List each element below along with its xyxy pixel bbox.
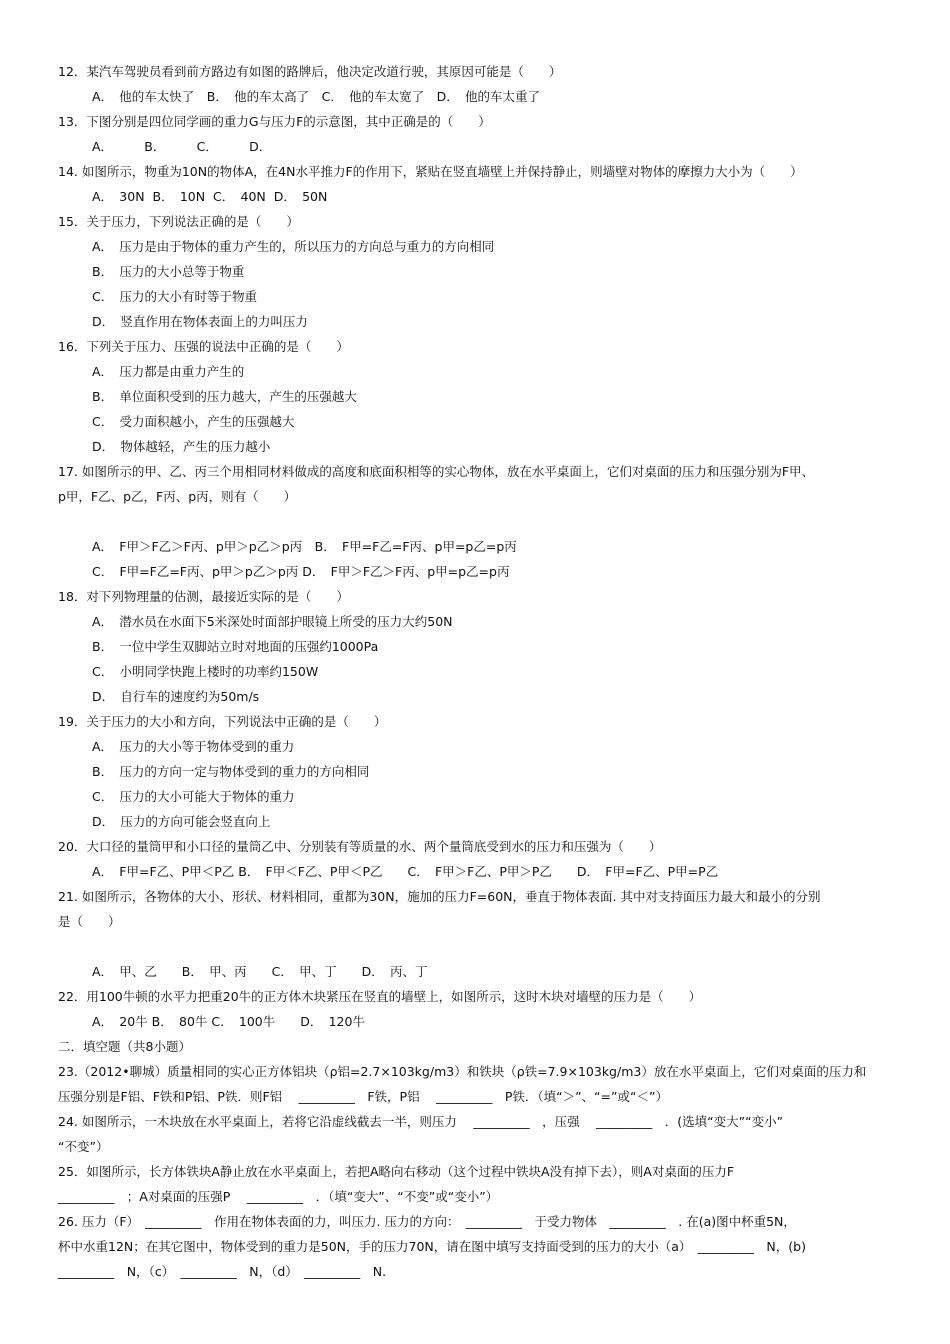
q16-stem: 16．下列关于压力、压强的说法中正确的是（ ） <box>58 339 349 354</box>
q20-stem: 20．大口径的量筒甲和小口径的量筒乙中、分别装有等质量的水、两个量筒底受到水的压力和压强为（ ） <box>58 839 662 854</box>
q22-stem: 22．用100牛顿的水平力把重20牛的正方体木块紧压在竖直的墙壁上，如图所示，这时木块对墙壁的压力是（ ） <box>58 989 702 1004</box>
q14-stem: 14. 如图所示，物重为10N的物体A，在4N水平推力F的作用下，紧贴在竖直墙壁上并保持静止，则墙壁对物体的摩擦力大小为（ ） <box>58 164 803 179</box>
q16-option-d: D． 物体越轻，产生的压力越小 <box>92 439 271 454</box>
q18-option-b: B． 一位中学生双脚站立时对地面的压强约1000Pa <box>92 639 379 654</box>
q19-stem: 19．关于压力的大小和方向，下列说法中正确的是（ ） <box>58 714 387 729</box>
q19-option-b: B． 压力的方向一定与物体受到的重力的方向相同 <box>92 764 370 779</box>
q24-line2: “不变”） <box>58 1139 109 1154</box>
q17-stem-line2: p甲，F乙、p乙，F丙、p丙，则有（ ） <box>58 489 297 504</box>
q17-stem-line1: 17. 如图所示的甲、乙、丙三个用相同材料做成的高度和底面积相等的实心物体，放在水平桌面上，它们对桌面的压力和压强分别为F甲、 <box>58 464 815 479</box>
q21-stem-line1: 21. 如图所示，各物体的大小、形状、材料相同，重都为30N，施加的压力F=60N，垂直于物体表面. 其中对支持面压力最大和最小的分别 <box>58 889 821 904</box>
q21-options: A． 甲、乙 B． 甲、丙 C． 甲、丁 D． 丙、丁 <box>92 964 428 979</box>
q14-options: A． 30N B． 10N C． 40N D． 50N <box>92 189 328 204</box>
section-heading: 二．填空题（共8小题） <box>58 1039 191 1054</box>
q18-stem: 18．对下列物理量的估测，最接近实际的是（ ） <box>58 589 349 604</box>
q23-line2: 压强分别是F铝、F铁和P铝、P铁．则F铝 _________ F铁，P铝 _________ P铁．（填“＞”、“=”或“＜”） <box>58 1089 668 1104</box>
q26-line1: 26. 压力（F） _________ 作用在物体表面的力，叫压力. 压力的方向： _________ 于受力物体 _________ . 在(a)图中杯重5N， <box>58 1214 796 1229</box>
q26-line3: _________ N，（c） _________ N，（d） _________ N. <box>58 1264 387 1279</box>
q16-option-c: C． 受力面积越小，产生的压强越大 <box>92 414 295 429</box>
q22-options: A． 20牛 B． 80牛 C． 100牛 D． 120牛 <box>92 1014 365 1029</box>
q13-stem: 13．下图分别是四位同学画的重力G与压力F的示意图，其中正确是的（ ） <box>58 114 491 129</box>
q16-option-b: B． 单位面积受到的压力越大，产生的压强越大 <box>92 389 357 404</box>
q18-option-a: A． 潜水员在水面下5米深处时面部护眼镜上所受的压力大约50N <box>92 614 453 629</box>
q15-stem: 15．关于压力，下列说法正确的是（ ） <box>58 214 299 229</box>
q24-line1: 24. 如图所示，一木块放在水平桌面上，若将它沿虚线截去一半，则压力 _________ ，压强 _________ ．(选填“变大”“变小” <box>58 1114 784 1129</box>
q17-options-ab: A． F甲＞F乙＞F丙、p甲＞p乙＞p丙 B． F甲=F乙=F丙、p甲=p乙=p丙 <box>92 539 517 554</box>
q25-line1: 25．如图所示，长方体铁块A静止放在水平桌面上，若把A略向右移动（这个过程中铁块A没有掉下去），则A对桌面的压力F <box>58 1164 735 1179</box>
q15-option-b: B． 压力的大小总等于物重 <box>92 264 245 279</box>
q15-option-c: C． 压力的大小有时等于物重 <box>92 289 257 304</box>
q26-line2: 杯中水重12N；在其它图中，物体受到的重力是50N，手的压力70N，请在图中填写支持面受到的压力的大小（a） _________ N，(b) <box>58 1239 806 1254</box>
q19-option-a: A． 压力的大小等于物体受到的重力 <box>92 739 295 754</box>
q17-options-cd: C． F甲=F乙=F丙、p甲＞p乙＞p丙 D． F甲＞F乙＞F丙、p甲=p乙=p丙 <box>92 564 510 579</box>
q25-line2: _________ ；A对桌面的压强P _________ ．（填“变大”、“不变”或“变小”） <box>58 1189 499 1204</box>
q12-stem: 12．某汽车驾驶员看到前方路边有如图的路牌后，他决定改道行驶，其原因可能是（ ） <box>58 64 562 79</box>
q19-option-d: D． 压力的方向可能会竖直向上 <box>92 814 271 829</box>
q18-option-d: D． 自行车的速度约为50m/s <box>92 689 260 704</box>
q20-options: A． F甲=F乙、P甲＜P乙 B． F甲＜F乙、P甲＜P乙 C． F甲＞F乙、P甲＞P乙 D． F甲=F乙、P甲=P乙 <box>92 864 719 879</box>
q12-options: A． 他的车太快了 B． 他的车太高了 C． 他的车太宽了 D． 他的车太重了 <box>92 89 540 104</box>
q15-option-d: D． 竖直作用在物体表面上的力叫压力 <box>92 314 308 329</box>
q16-option-a: A． 压力都是由重力产生的 <box>92 364 245 379</box>
q18-option-c: C． 小明同学快跑上楼时的功率约150W <box>92 664 319 679</box>
q15-option-a: A． 压力是由于物体的重力产生的，所以压力的方向总与重力的方向相同 <box>92 239 495 254</box>
q13-options: A． B． C． D． <box>92 139 272 154</box>
q21-stem-line2: 是（ ） <box>58 914 121 929</box>
q23-line1: 23.（2012•聊城）质量相同的实心正方体铝块（ρ铝=2.7×103kg/m3）和铁块（ρ铁=7.9×103kg/m3）放在水平桌面上，它们对桌面的压力和 <box>58 1064 867 1079</box>
q19-option-c: C． 压力的大小可能大于物体的重力 <box>92 789 295 804</box>
